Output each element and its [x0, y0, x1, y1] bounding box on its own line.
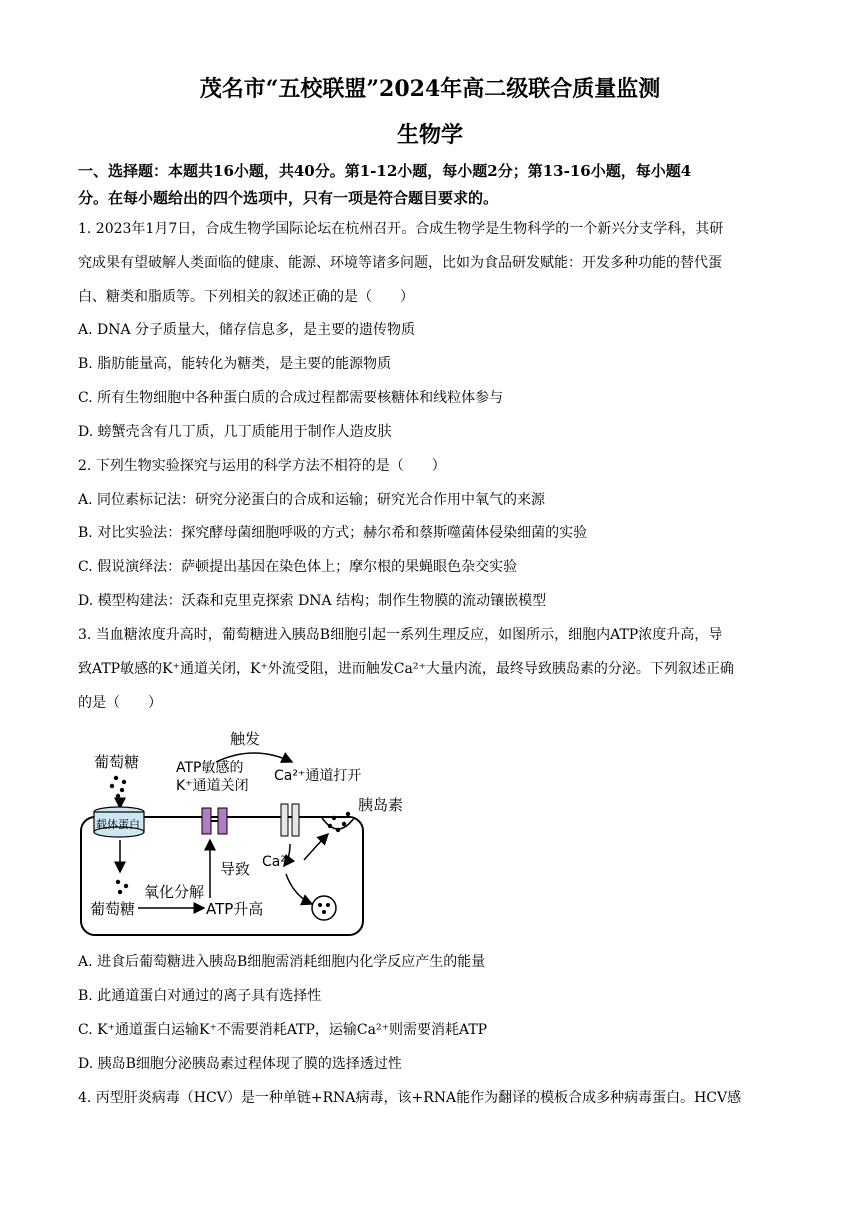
- ca-channel-right: [292, 804, 299, 836]
- carrier-protein-label: 载体蛋白: [96, 818, 140, 831]
- trigger-label: 触发: [230, 730, 261, 748]
- insulin-label: 胰岛素: [358, 796, 404, 814]
- section-heading-line2: 分。在每小题给出的四个选项中，只有一项是符合题目要求的。: [78, 189, 499, 207]
- q3-stem-line2: 致ATP敏感的K⁺通道关闭，K⁺外流受阻，进而触发Ca²⁺大量内流，最终导致胰岛素的分泌。下列叙述正确: [78, 661, 734, 677]
- section-heading-line1: 一、选择题：本题共16小题，共40分。第1-12小题，每小题2分；第13-16小题，每小题4: [78, 162, 692, 180]
- exocytosis-pit: [322, 818, 354, 829]
- insulin-vesicle: [312, 896, 336, 920]
- q3-stem-line1: 3. 当血糖浓度升高时，葡萄糖进入胰岛B细胞引起一系列生理反应，如图所示，细胞内ATP浓度升高，导: [78, 627, 723, 643]
- ca-channel-open-label: Ca²⁺通道打开: [274, 768, 362, 784]
- atp-k-label-2: K⁺通道关闭: [176, 778, 249, 794]
- atp-k-label-1: ATP敏感的: [176, 760, 244, 776]
- cause-label: 导致: [220, 860, 251, 878]
- q1-option-c: C. 所有生物细胞中各种蛋白质的合成过程都需要核糖体和线粒体参与: [78, 390, 504, 406]
- ca-channel-left: [281, 804, 288, 836]
- q1-option-d: D. 螃蟹壳含有几丁质，几丁质能用于制作人造皮肤: [78, 424, 392, 440]
- k-channel-left: [202, 808, 211, 834]
- glucose-inside-label: 葡萄糖: [90, 900, 136, 918]
- q4-stem-line1: 4. 丙型肝炎病毒（HCV）是一种单链+RNA病毒，该+RNA能作为翻译的模板合成多种病毒蛋白。HCV感: [78, 1090, 742, 1106]
- glucose-dots-inside: [116, 880, 128, 894]
- q1-option-b: B. 脂肪能量高，能转化为糖类，是主要的能源物质: [78, 356, 392, 372]
- q3-option-a: A. 进食后葡萄糖进入胰岛B细胞需消耗细胞内化学反应产生的能量: [78, 954, 486, 970]
- q2-option-d: D. 模型构建法：沃森和克里克探索 DNA 结构；制作生物膜的流动镶嵌模型: [78, 593, 547, 609]
- glucose-outside-label: 葡萄糖: [94, 753, 140, 771]
- q3-option-b: B. 此通道蛋白对通过的离子具有选择性: [78, 988, 322, 1004]
- q2-option-a: A. 同位素标记法：研究分泌蛋白的合成和运输；研究光合作用中氧气的来源: [78, 492, 546, 508]
- q2-stem: 2. 下列生物实验探究与运用的科学方法不相符的是（ ）: [78, 458, 446, 474]
- q2-option-c: C. 假说演绎法：萨顿提出基因在染色体上；摩尔根的果蝇眼色杂交实验: [78, 559, 518, 575]
- q1-stem-line3: 白、糖类和脂质等。下列相关的叙述正确的是（ ）: [78, 289, 414, 305]
- q1-stem-line1: 1. 2023年1月7日，合成生物学国际论坛在杭州召开。合成生物学是生物科学的一个新兴分支学科，其研: [78, 221, 724, 237]
- q3-option-d: D. 胰岛B细胞分泌胰岛素过程体现了膜的选择透过性: [78, 1056, 402, 1072]
- q1-stem-line2: 究成果有望破解人类面临的健康、能源、环境等诸多问题，比如为食品研发赋能：开发多种功能的替代蛋: [78, 255, 722, 271]
- k-channel-right: [218, 808, 227, 834]
- q3-option-c: C. K⁺通道蛋白运输K⁺不需要消耗ATP，运输Ca²⁺则需要消耗ATP: [78, 1022, 488, 1038]
- atp-rise-label: ATP升高: [206, 900, 264, 918]
- glucose-dots-outside: [110, 776, 126, 798]
- oxidation-label: 氧化分解: [144, 883, 205, 901]
- section-heading: [78, 158, 788, 212]
- q2-option-b: B. 对比实验法：探究酵母菌细胞呼吸的方式；赫尔希和蔡斯噬菌体侵染细菌的实验: [78, 525, 588, 541]
- subject-title: 生物学: [396, 122, 463, 148]
- ca-ion-label: Ca²⁺: [262, 854, 294, 870]
- insulin-secretion-diagram: [76, 722, 421, 940]
- exam-title: 茂名市“五校联盟”2024年高二级联合质量监测: [199, 76, 661, 102]
- q1-option-a: A. DNA 分子质量大，储存信息多，是主要的遗传物质: [78, 322, 416, 338]
- q3-stem-line3: 的是（ ）: [78, 695, 162, 711]
